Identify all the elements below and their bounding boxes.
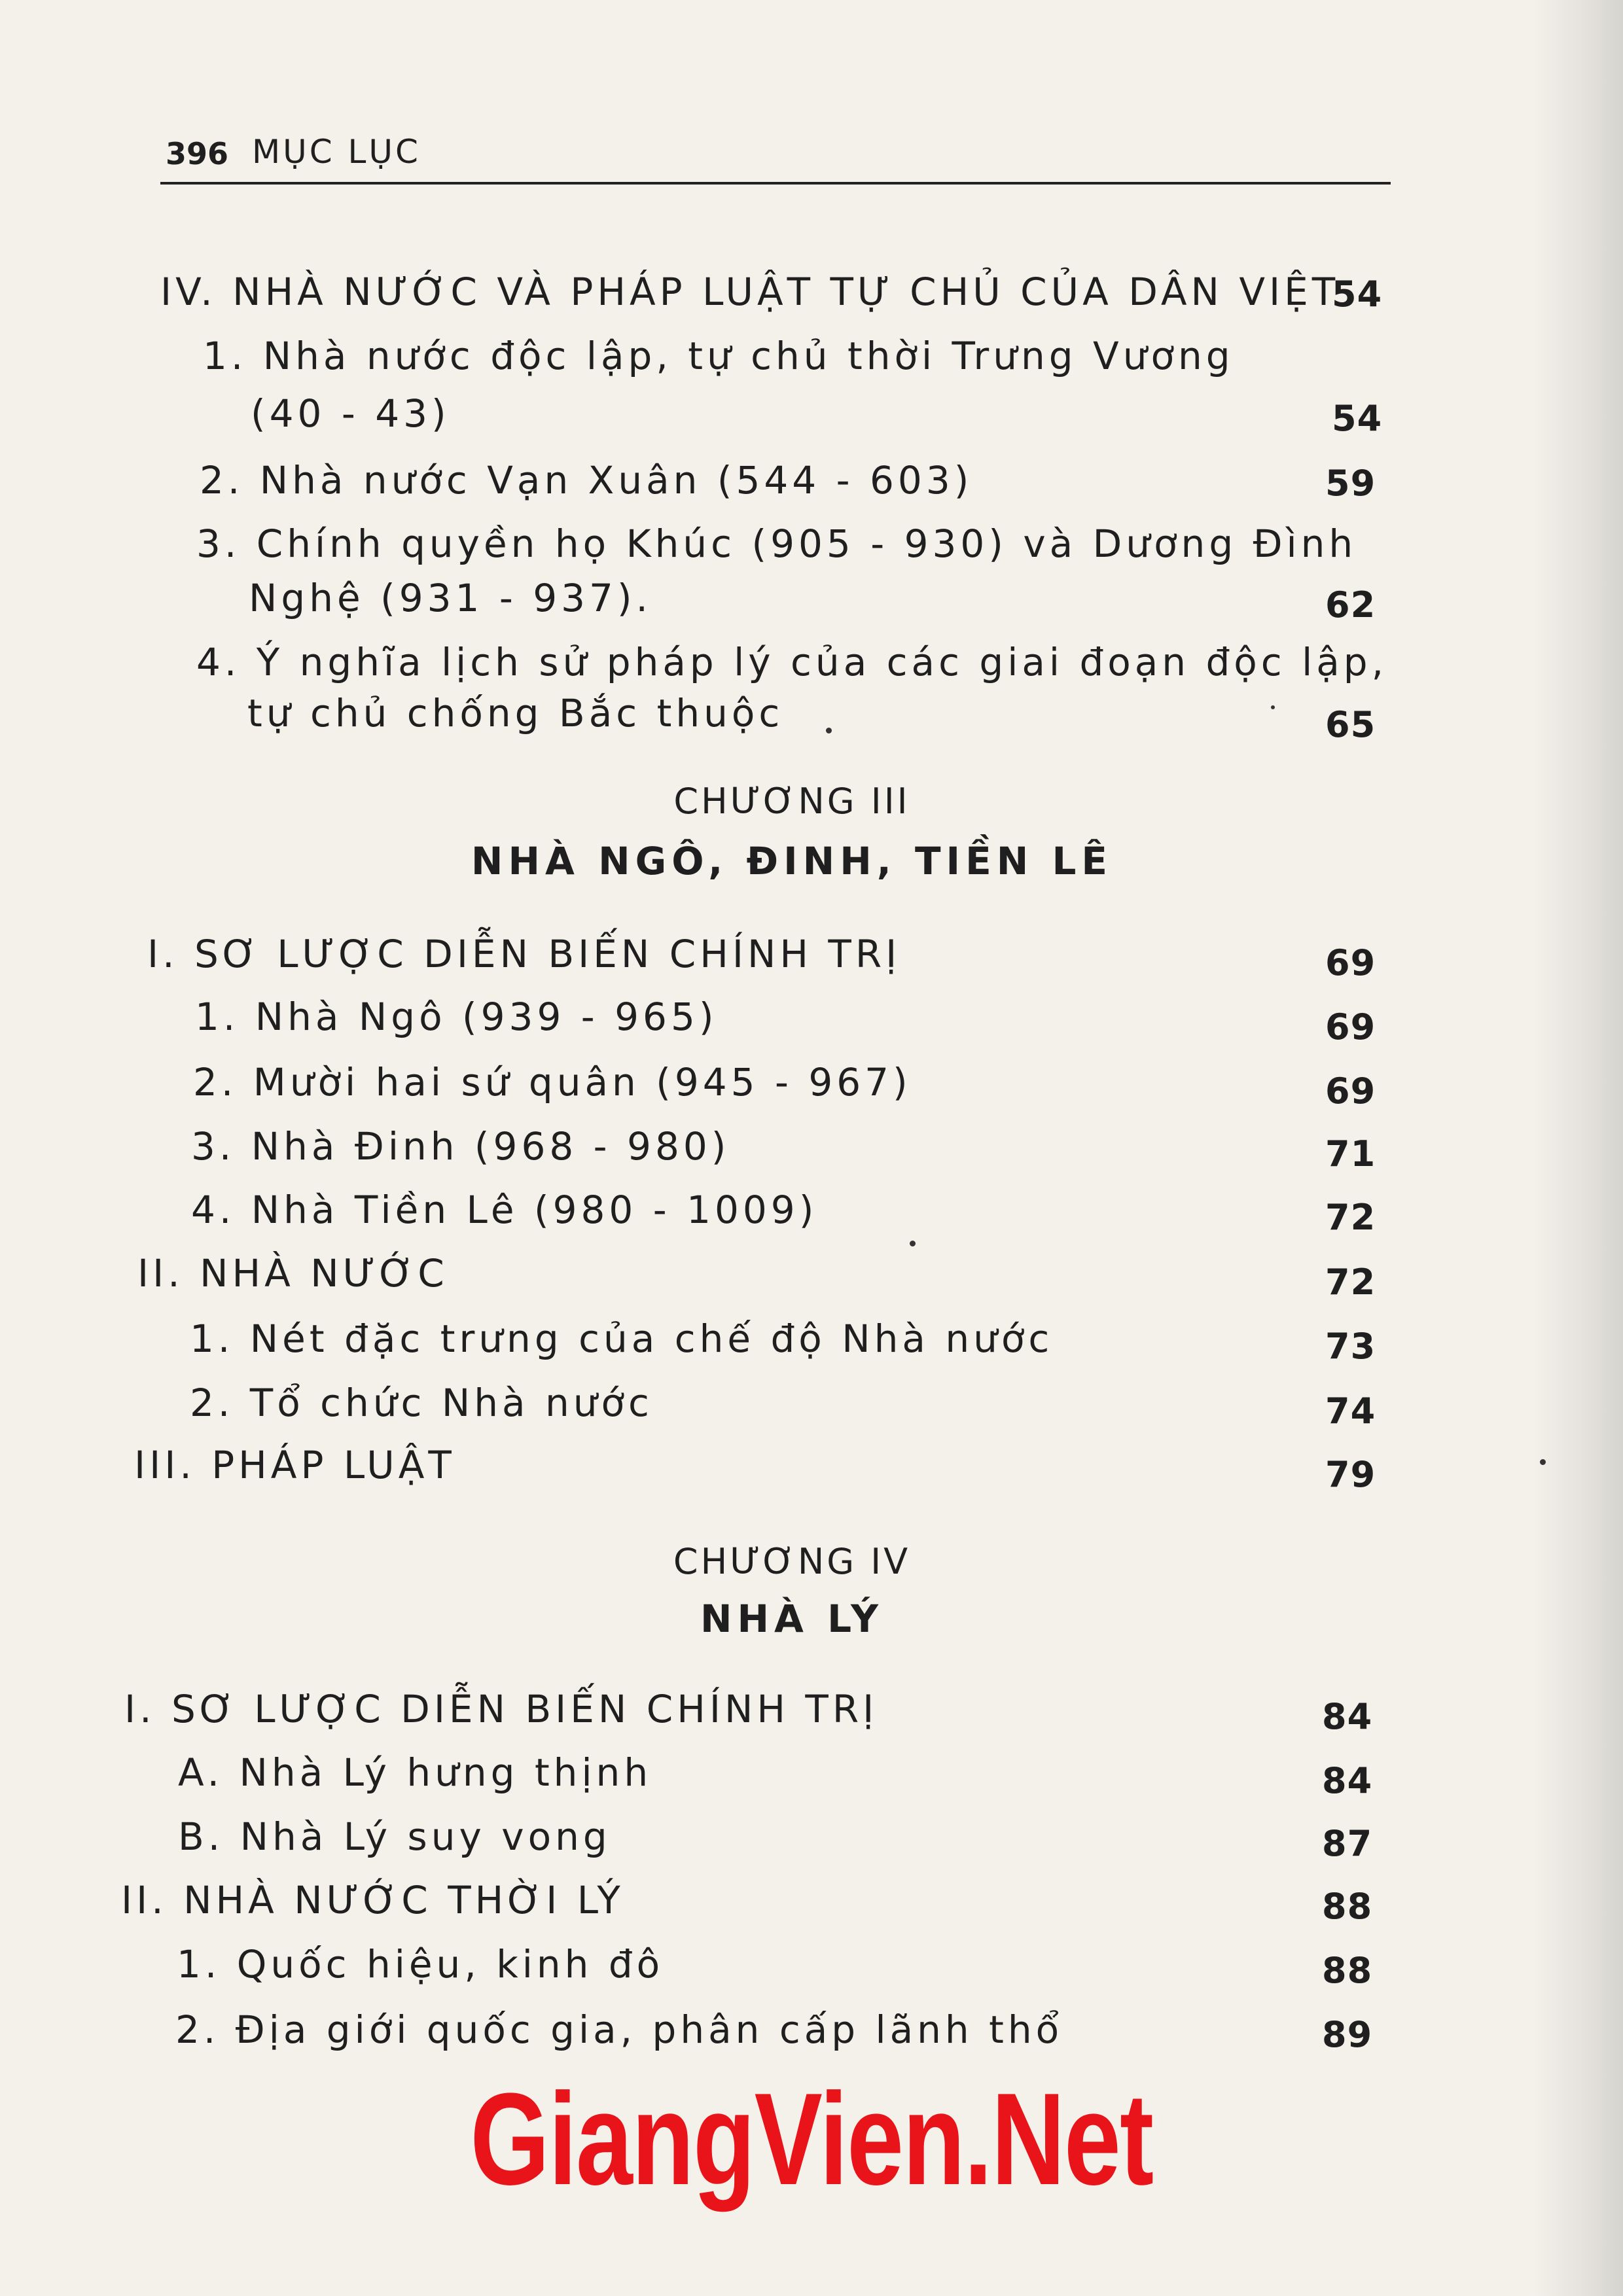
toc-entry-page: 62 — [1325, 584, 1376, 626]
toc-entry-text: 2. Nhà nước Vạn Xuân (544 - 603) — [200, 458, 973, 503]
toc-entry-text: 1. Nhà Ngô (939 - 965) — [195, 995, 718, 1039]
toc-entry-page: 87 — [1322, 1823, 1373, 1864]
toc-entry-text: 2. Tổ chức Nhà nước — [190, 1381, 653, 1425]
toc-entry-text: tự chủ chống Bắc thuộc — [247, 691, 784, 735]
toc-entry-page: 88 — [1322, 1950, 1373, 1991]
toc-entry-page: 69 — [1325, 1070, 1376, 1112]
toc-entry-page: 74 — [1325, 1390, 1376, 1432]
toc-entry-text: 3. Chính quyền họ Khúc (905 - 930) và Dương Đình — [196, 521, 1357, 566]
page-header — [160, 130, 1391, 185]
toc-entry-text: III. PHÁP LUẬT — [134, 1443, 455, 1487]
site-watermark: GiangVien.Net — [470, 2066, 1153, 2212]
toc-entry-text: (40 - 43) — [251, 391, 450, 436]
chapter-title: NHÀ LÝ — [700, 1597, 884, 1641]
toc-entry-text: IV. NHÀ NƯỚC VÀ PHÁP LUẬT TỰ CHỦ CỦA DÂN VIỆT — [160, 270, 1340, 314]
print-speck — [1540, 1459, 1546, 1465]
toc-entry-text: I. SƠ LƯỢC DIỄN BIẾN CHÍNH TRỊ — [124, 1687, 878, 1731]
toc-entry-page: 89 — [1322, 2014, 1373, 2055]
toc-entry-page: 71 — [1325, 1133, 1376, 1174]
toc-entry-page: 54 — [1332, 398, 1383, 439]
toc-entry-page: 73 — [1325, 1326, 1376, 1367]
toc-entry-text: 4. Nhà Tiền Lê (980 - 1009) — [191, 1188, 818, 1232]
toc-entry-text: 2. Mười hai sứ quân (945 - 967) — [193, 1060, 912, 1104]
toc-entry-page: 72 — [1325, 1197, 1376, 1238]
toc-entry-text: 4. Ý nghĩa lịch sử pháp lý của các giai đoạn độc lập, — [196, 640, 1388, 684]
toc-entry-text: 3. Nhà Đinh (968 - 980) — [191, 1124, 730, 1169]
toc-entry-text: A. Nhà Lý hưng thịnh — [178, 1750, 652, 1795]
toc-entry-text: I. SƠ LƯỢC DIỄN BIẾN CHÍNH TRỊ — [147, 932, 901, 976]
page-number: 396 — [166, 136, 229, 171]
chapter-title: NHÀ NGÔ, ĐINH, TIỀN LÊ — [471, 839, 1113, 883]
toc-entry-text: 2. Địa giới quốc gia, phân cấp lãnh thổ — [175, 2007, 1063, 2052]
print-speck — [910, 1241, 916, 1246]
toc-entry-page: 84 — [1322, 1696, 1373, 1737]
toc-entry-page: 84 — [1322, 1760, 1373, 1801]
toc-entry-text: 1. Nhà nước độc lập, tự chủ thời Trưng Vương — [203, 334, 1234, 378]
chapter-label: CHƯƠNG III — [673, 781, 910, 822]
print-speck — [1271, 705, 1275, 709]
chapter-label: CHƯƠNG IV — [673, 1541, 911, 1582]
toc-entry-text: II. NHÀ NƯỚC — [137, 1251, 448, 1296]
toc-entry-page: 65 — [1325, 704, 1376, 745]
print-speck — [826, 728, 832, 733]
toc-entry-page: 54 — [1332, 274, 1383, 315]
toc-entry-text: Nghệ (931 - 937). — [249, 576, 652, 620]
toc-entry-page: 69 — [1325, 942, 1376, 983]
toc-entry-page: 69 — [1325, 1006, 1376, 1048]
toc-entry-page: 72 — [1325, 1262, 1376, 1303]
header-title: MỤC LỤC — [252, 133, 421, 171]
toc-entry-text: 1. Quốc hiệu, kinh đô — [177, 1942, 664, 1987]
toc-entry-page: 79 — [1325, 1454, 1376, 1495]
toc-entry-text: II. NHÀ NƯỚC THỜI LÝ — [121, 1878, 624, 1922]
toc-entry-text: 1. Nét đặc trưng của chế độ Nhà nước — [190, 1316, 1054, 1361]
toc-entry-text: B. Nhà Lý suy vong — [178, 1814, 611, 1859]
page-edge-shadow — [1531, 0, 1623, 2296]
toc-entry-page: 59 — [1325, 463, 1376, 504]
toc-entry-page: 88 — [1322, 1886, 1373, 1927]
